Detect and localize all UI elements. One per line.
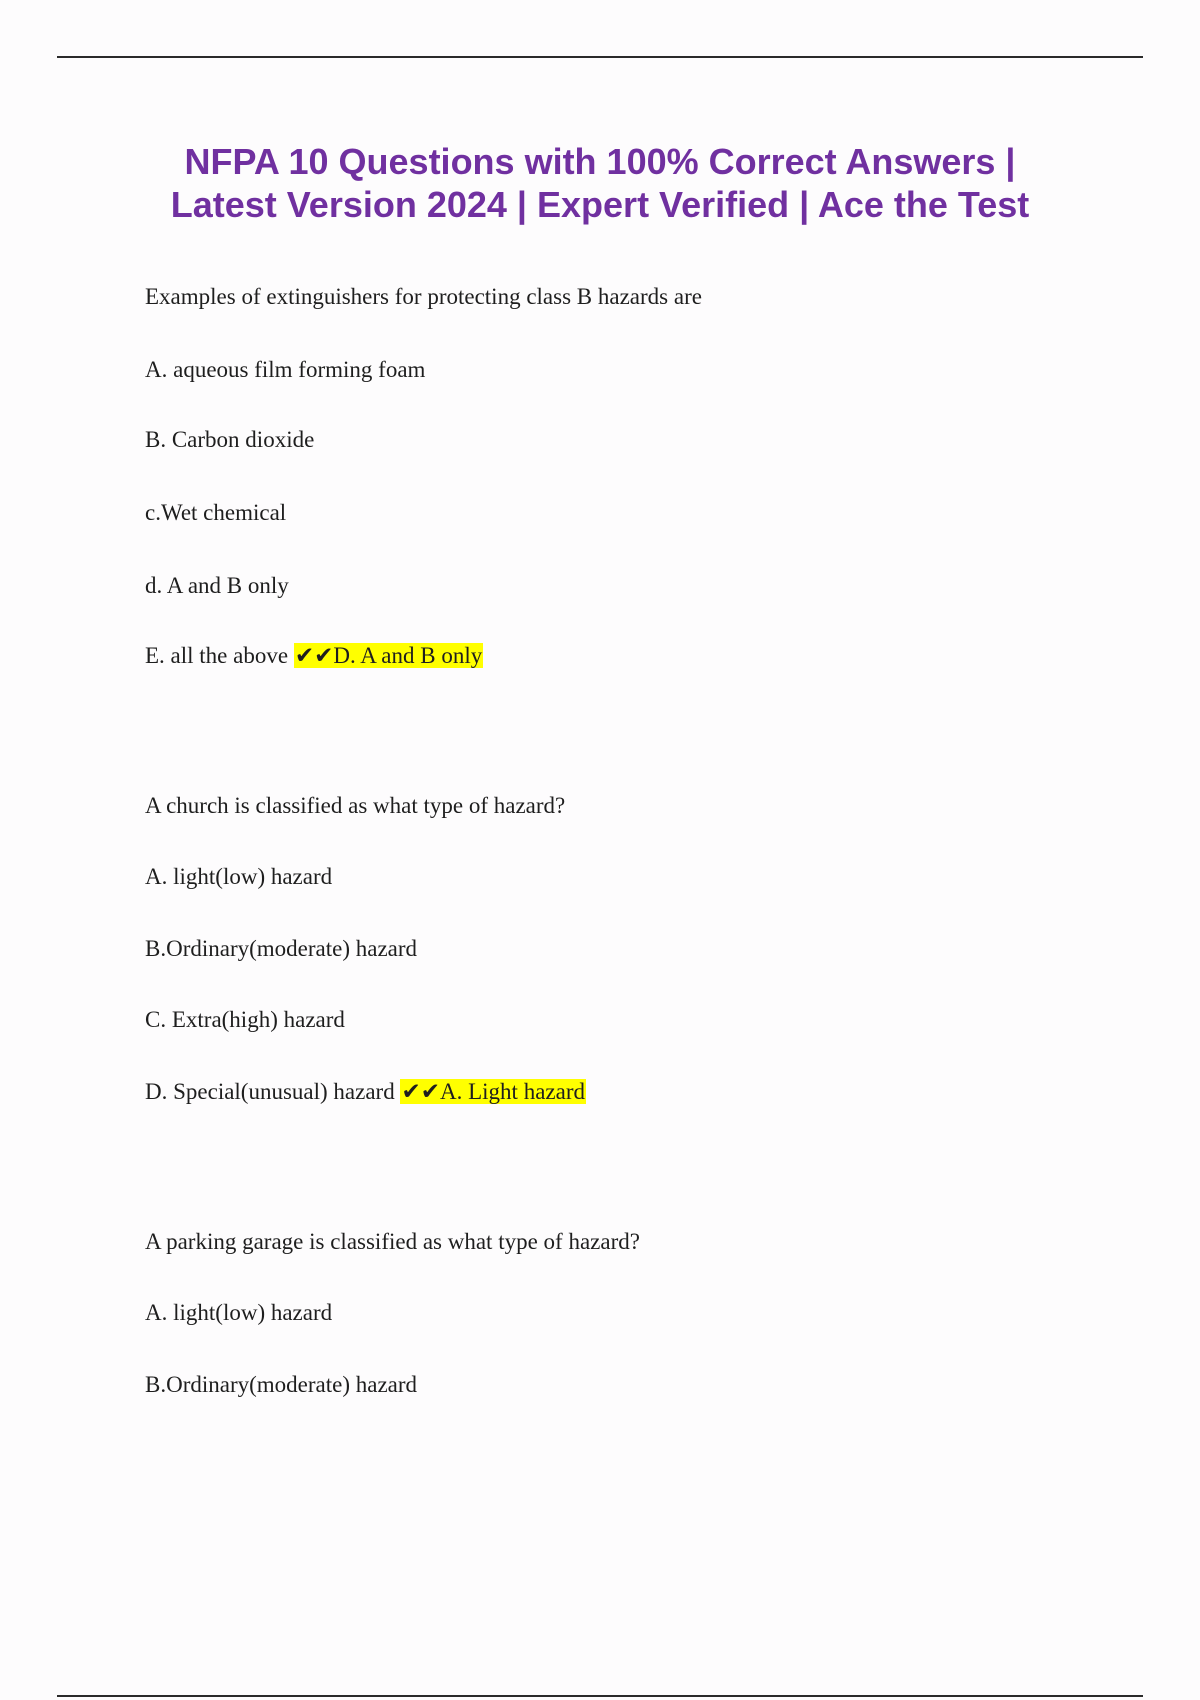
question-2-last-option-line [145,1077,586,1107]
document-title [60,140,1140,226]
title-line-1: NFPA 10 Questions with 100% Correct Answers | [184,141,1016,182]
bottom-rule [57,1695,1143,1697]
question-3-option-b: B.Ordinary(moderate) hazard [145,1372,418,1397]
title-line-2: Latest Version 2024 | Expert Verified | Ace the Test [170,184,1030,225]
question-3-option-a: A. light(low) hazard [145,1300,333,1325]
question-3-prompt: A parking garage is classified as what type of hazard? [145,1229,640,1254]
question-1-prompt: Examples of extinguishers for protecting class B hazards are [145,284,702,309]
question-2-option-b: B.Ordinary(moderate) hazard [145,936,418,961]
top-rule [57,56,1143,58]
question-2-answer-highlight: ✔✔A. Light hazard [401,1079,585,1104]
question-2-option-c: C. Extra(high) hazard [145,1007,345,1032]
question-1-answer-highlight: ✔✔D. A and B only [294,643,483,668]
question-2-option-d: D. Special(unusual) hazard [145,1079,395,1104]
question-2-prompt: A church is classified as what type of hazard? [145,793,566,818]
question-1-option-d: d. A and B only [145,573,289,598]
question-1-option-e: E. all the above [145,643,289,668]
question-1-option-b: B. Carbon dioxide [145,427,315,452]
question-2-option-a: A. light(low) hazard [145,864,333,889]
question-1-last-option-line [145,641,483,671]
question-1-option-c: c.Wet chemical [145,500,287,525]
question-1-option-a: A. aqueous film forming foam [145,357,426,382]
